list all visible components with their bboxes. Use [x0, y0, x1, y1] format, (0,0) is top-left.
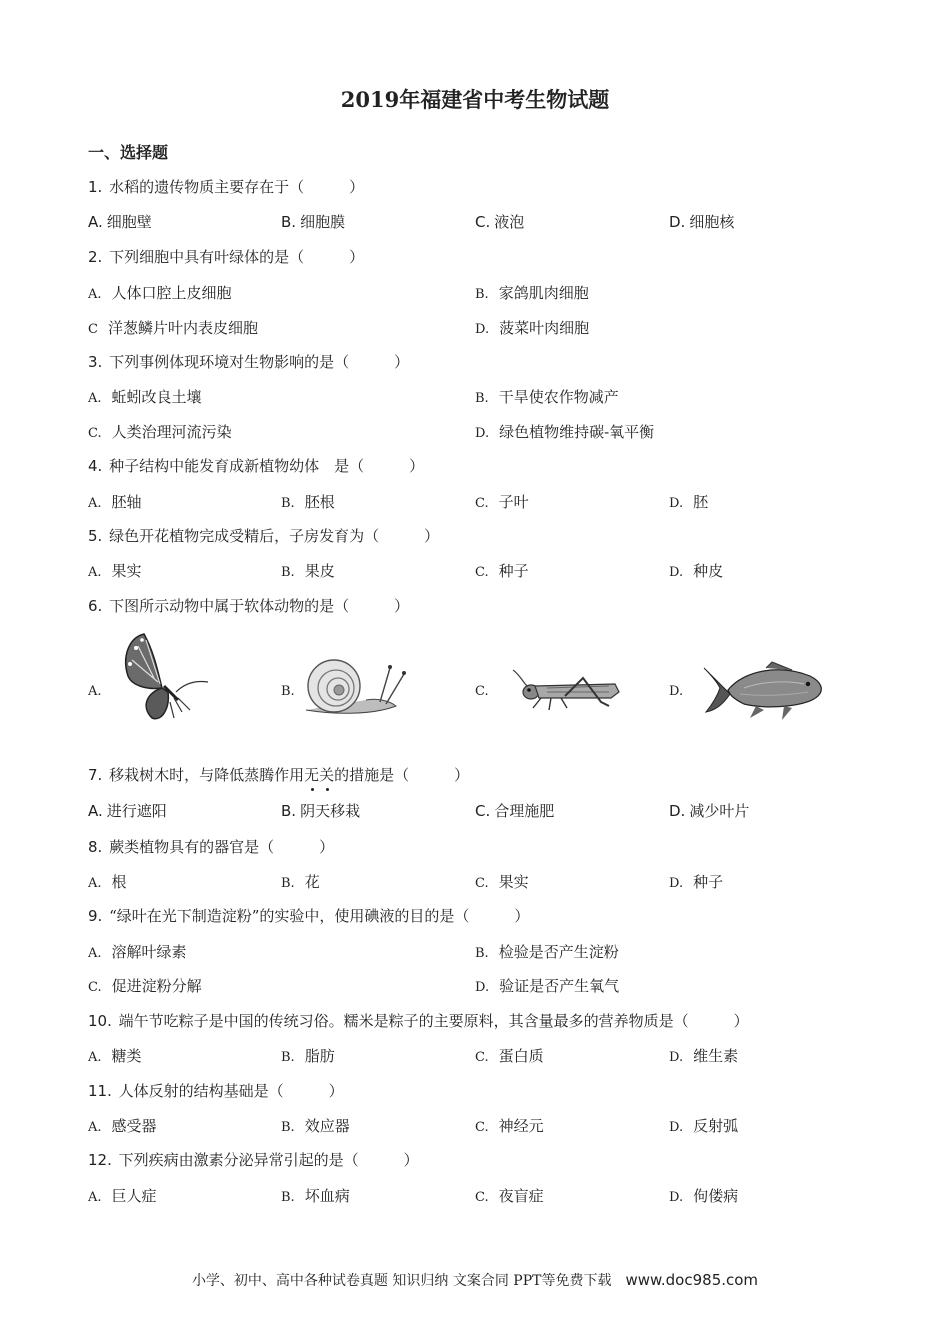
option-9a	[88, 941, 187, 962]
option-text: 阴天移栽	[300, 802, 361, 820]
option-text: 液泡	[494, 213, 525, 231]
option-letter: C.	[475, 565, 489, 580]
option-text: 细胞膜	[300, 213, 346, 231]
option-5c	[475, 560, 529, 581]
option-letter: A.	[88, 1120, 102, 1135]
question-number: 9.	[88, 907, 103, 925]
option-text: 干旱使农作物减产	[498, 388, 619, 406]
question-number: 8.	[88, 838, 103, 856]
option-8a	[88, 871, 127, 892]
option-12b	[281, 1185, 350, 1206]
question-text-before: 移栽树木时，与降低蒸腾作用	[109, 766, 305, 784]
option-7b	[281, 800, 360, 821]
option-text: 维生素	[693, 1047, 739, 1065]
question-text: 下列疾病由激素分泌异常引起的是（ ）	[118, 1151, 419, 1169]
option-8b	[281, 871, 320, 892]
option-letter: C.	[475, 1050, 489, 1065]
question-number: 3.	[88, 353, 103, 371]
question-2	[88, 246, 364, 267]
option-text: 胚	[693, 493, 709, 511]
option-11a	[88, 1115, 157, 1136]
question-text: 水稻的遗传物质主要存在于（ ）	[109, 178, 365, 196]
option-3a	[88, 386, 202, 407]
question-1	[88, 176, 364, 197]
question-6	[88, 595, 409, 616]
option-4b	[281, 491, 335, 512]
option-text: 绿色植物维持碳-氧平衡	[499, 423, 655, 441]
emphasis-char: 无	[304, 766, 320, 784]
option-letter: B.	[281, 876, 295, 891]
question-8	[88, 836, 334, 857]
option-letter: A.	[88, 1190, 102, 1205]
option-11b	[281, 1115, 350, 1136]
question-number: 12.	[88, 1151, 112, 1169]
option-text: 细胞核	[689, 213, 735, 231]
option-letter: B.	[281, 565, 295, 580]
option-3d	[475, 421, 654, 442]
option-letter: D.	[669, 496, 684, 511]
option-letter: A.	[88, 684, 102, 699]
snail-image	[300, 654, 410, 718]
option-letter: D.	[669, 684, 684, 699]
option-text: 细胞壁	[106, 213, 152, 231]
question-text: 下列事例体现环境对生物影响的是（ ）	[109, 353, 410, 371]
option-letter: C.	[475, 1120, 489, 1135]
option-text: 检验是否产生淀粉	[498, 943, 619, 961]
emphasis-char: 关	[319, 766, 335, 784]
question-10	[88, 1010, 749, 1031]
option-text: 溶解叶绿素	[111, 943, 187, 961]
option-text: 巨人症	[111, 1187, 157, 1205]
option-text: 种子	[498, 562, 529, 580]
question-number: 1.	[88, 178, 103, 196]
option-letter: D.	[669, 876, 684, 891]
question-text: 下图所示动物中属于软体动物的是（ ）	[109, 597, 410, 615]
option-text: 人类治理河流污染	[111, 423, 232, 441]
question-text: 端午节吃粽子是中国的传统习俗。糯米是粽子的主要原料，其含量最多的营养物质是（ ）	[118, 1012, 749, 1030]
question-number: 11.	[88, 1082, 112, 1100]
option-letter: D.	[475, 322, 490, 337]
option-1c	[475, 211, 524, 232]
option-letter: A.	[88, 287, 102, 302]
option-text: 果实	[498, 873, 529, 891]
option-letter: C.	[475, 496, 489, 511]
option-text: 感受器	[111, 1117, 157, 1135]
option-letter: B.	[281, 802, 297, 820]
option-9d	[475, 975, 619, 996]
option-letter: D.	[669, 1190, 684, 1205]
option-letter: D.	[475, 980, 490, 995]
footer-url[interactable]: www.doc985.com	[625, 1271, 759, 1289]
option-letter: A.	[88, 1050, 102, 1065]
option-10d	[669, 1045, 738, 1066]
option-letter: C.	[475, 876, 489, 891]
question-5	[88, 525, 439, 546]
question-text: 绿色开花植物完成受精后，子房发育为（ ）	[109, 527, 440, 545]
option-text: 糖类	[111, 1047, 142, 1065]
option-letter: C	[88, 322, 98, 337]
option-text: 种皮	[693, 562, 724, 580]
option-1a	[88, 211, 152, 232]
option-letter: A.	[88, 876, 102, 891]
option-letter: D.	[669, 213, 686, 231]
question-number: 5.	[88, 527, 103, 545]
option-text: 种子	[693, 873, 724, 891]
option-letter: D.	[475, 426, 490, 441]
option-10a	[88, 1045, 142, 1066]
option-text: 蚯蚓改良土壤	[111, 388, 202, 406]
option-1d	[669, 211, 734, 232]
option-text: 神经元	[498, 1117, 544, 1135]
option-11c	[475, 1115, 544, 1136]
option-letter: A.	[88, 391, 102, 406]
option-text: 洋葱鳞片叶内表皮细胞	[107, 319, 258, 337]
option-letter: B.	[281, 496, 295, 511]
option-12a	[88, 1185, 157, 1206]
option-letter: B.	[281, 213, 297, 231]
option-text: 菠菜叶肉细胞	[499, 319, 590, 337]
question-4	[88, 455, 424, 476]
butterfly-image	[118, 628, 214, 724]
option-text: 佝偻病	[693, 1187, 739, 1205]
question-text: 蕨类植物具有的器官是（ ）	[109, 838, 335, 856]
option-letter: D.	[669, 1120, 684, 1135]
option-5a	[88, 560, 142, 581]
option-text: 进行遮阳	[106, 802, 167, 820]
option-12c	[475, 1185, 544, 1206]
option-text: 子叶	[498, 493, 529, 511]
option-letter: A.	[88, 946, 102, 961]
option-3b	[475, 386, 619, 407]
option-10b	[281, 1045, 335, 1066]
option-text: 胚根	[304, 493, 335, 511]
question-text: 下列细胞中具有叶绿体的是（ ）	[109, 248, 365, 266]
option-10c	[475, 1045, 544, 1066]
option-5d	[669, 560, 723, 581]
option-text: 人体口腔上皮细胞	[111, 284, 232, 302]
option-2c	[88, 317, 258, 338]
question-number: 2.	[88, 248, 103, 266]
grasshopper-image	[505, 662, 625, 714]
option-letter: D.	[669, 565, 684, 580]
option-letter: D.	[669, 802, 686, 820]
option-letter: C.	[475, 1190, 489, 1205]
option-6c	[475, 681, 499, 699]
footer-text: 小学、初中、高中各种试卷真题 知识归纳 文案合同 PPT等免费下载	[191, 1273, 612, 1289]
option-letter: A.	[88, 802, 103, 820]
option-text: 合理施肥	[494, 802, 555, 820]
question-text: “绿叶在光下制造淀粉”的实验中，使用碘液的目的是（ ）	[109, 907, 530, 925]
footer	[0, 1270, 950, 1290]
question-text: 种子结构中能发育成新植物幼体 是（ ）	[109, 457, 425, 475]
option-2b	[475, 282, 589, 303]
option-9c	[88, 975, 202, 996]
option-8d	[669, 871, 723, 892]
option-letter: C.	[88, 426, 102, 441]
option-7d	[669, 800, 749, 821]
option-letter: A.	[88, 496, 102, 511]
option-text: 效应器	[304, 1117, 350, 1135]
option-text: 花	[304, 873, 320, 891]
option-text: 坏血病	[304, 1187, 350, 1205]
option-letter: A.	[88, 213, 103, 231]
question-text-after: 的措施是（ ）	[334, 766, 470, 784]
question-text: 人体反射的结构基础是（ ）	[118, 1082, 344, 1100]
option-11d	[669, 1115, 738, 1136]
option-7c	[475, 800, 554, 821]
option-text: 根	[111, 873, 127, 891]
option-text: 胚轴	[111, 493, 142, 511]
option-6a	[88, 681, 112, 699]
option-letter: B.	[281, 684, 295, 699]
option-text: 蛋白质	[498, 1047, 544, 1065]
option-text: 减少叶片	[689, 802, 750, 820]
question-11	[88, 1080, 344, 1101]
option-4d	[669, 491, 708, 512]
option-letter: B.	[475, 391, 489, 406]
option-text: 家鸽肌肉细胞	[498, 284, 589, 302]
option-text: 反射弧	[693, 1117, 739, 1135]
option-4c	[475, 491, 529, 512]
option-letter: B.	[281, 1050, 295, 1065]
option-letter: C.	[88, 980, 102, 995]
option-8c	[475, 871, 529, 892]
option-letter: D.	[669, 1050, 684, 1065]
option-9b	[475, 941, 619, 962]
question-7	[88, 764, 469, 785]
option-4a	[88, 491, 142, 512]
option-text: 验证是否产生氧气	[499, 977, 620, 995]
question-9	[88, 905, 529, 926]
option-2d	[475, 317, 589, 338]
question-number: 7.	[88, 766, 103, 784]
option-letter: A.	[88, 565, 102, 580]
option-1b	[281, 211, 345, 232]
option-letter: B.	[281, 1190, 295, 1205]
option-letter: C.	[475, 802, 491, 820]
option-2a	[88, 282, 232, 303]
option-letter: C.	[475, 213, 491, 231]
option-letter: B.	[281, 1120, 295, 1135]
option-text: 果皮	[304, 562, 335, 580]
question-3	[88, 351, 409, 372]
fish-image	[700, 660, 828, 726]
page-title: 2019年福建省中考生物试题	[340, 87, 610, 112]
option-text: 脂肪	[304, 1047, 335, 1065]
question-number: 10.	[88, 1012, 112, 1030]
option-letter: B.	[475, 287, 489, 302]
question-number: 4.	[88, 457, 103, 475]
section-heading: 一、选择题	[88, 143, 169, 162]
question-12	[88, 1149, 419, 1170]
option-5b	[281, 560, 335, 581]
option-letter: B.	[475, 946, 489, 961]
option-text: 果实	[111, 562, 142, 580]
option-letter: C.	[475, 684, 489, 699]
option-7a	[88, 800, 167, 821]
option-3c	[88, 421, 232, 442]
option-text: 促进淀粉分解	[111, 977, 202, 995]
option-6d	[669, 681, 693, 699]
option-12d	[669, 1185, 738, 1206]
option-text: 夜盲症	[498, 1187, 544, 1205]
question-number: 6.	[88, 597, 103, 615]
